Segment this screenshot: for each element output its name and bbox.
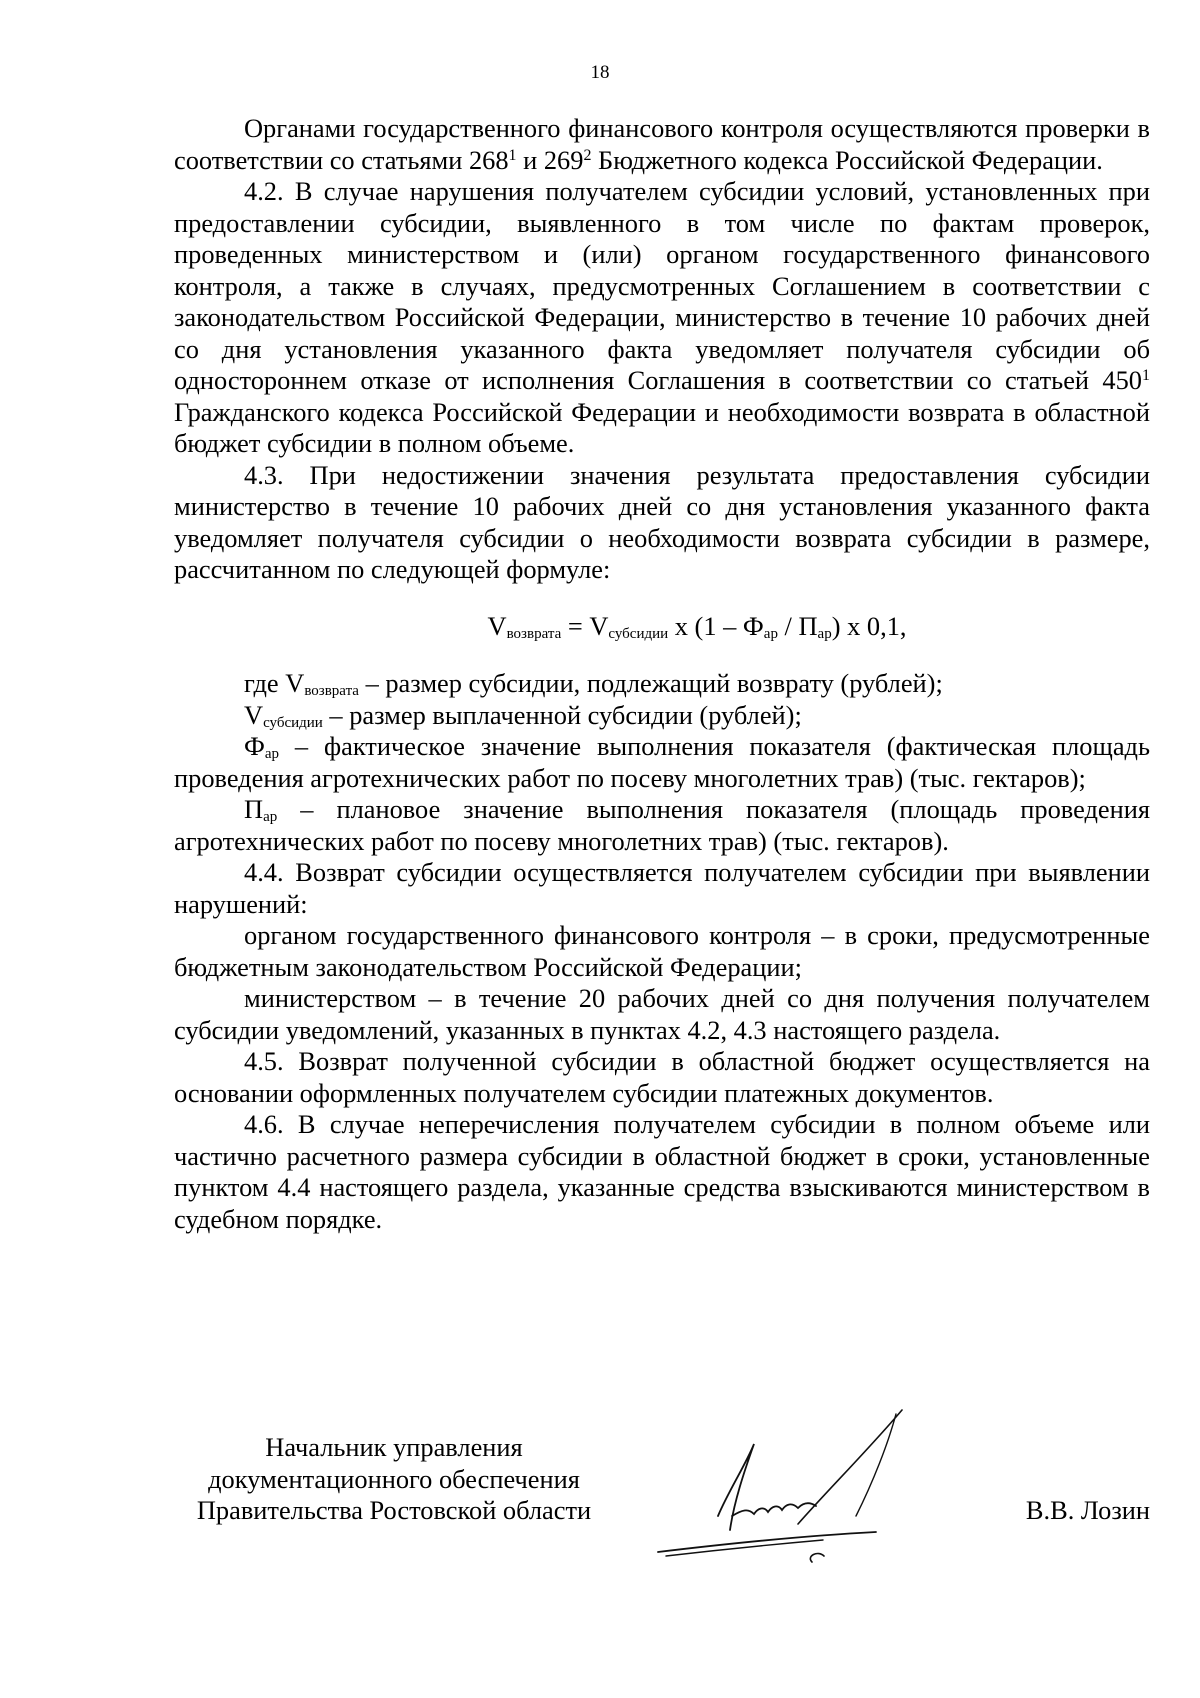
page-number: 18	[590, 62, 610, 83]
paragraph-4-6: 4.6. В случае неперечисления получателем субсидии в полном объеме или частично расчетного размера субсидии в областной бюджет в сроки, установленные пунктом 4.4 настоящего раздела, указанные средства взыскиваются министерством в судебном порядке.	[174, 1109, 1150, 1234]
paragraph-audit: Органами государственного финансового контроля осуществляются проверки в соответствии со статьями $268^1$ и $269^2$ Бюджетного кодекса Российской Федерации.	[174, 113, 1150, 175]
definition-v-subsidy: $V_{субсидии}$ – размер выплаченной субсидии (рублей);	[244, 699, 802, 731]
definition-v-return: где $V_{возврата}$ – размер субсидии, подлежащий возврату (рублей);	[244, 668, 943, 699]
paragraph-4-4-a: органом государственного финансового контроля – в сроки, предусмотренные бюджетным законодательством Российской Федерации;	[174, 920, 1150, 982]
paragraph-4-5: 4.5. Возврат полученной субсидии в областной бюджет осуществляется на основании оформленных получателем субсидии платежных документов.	[174, 1046, 1150, 1108]
definition-f-ar: $Ф_{ар}$ – фактическое значение выполнения показателя (фактическая площадь проведения агротехнических работ по посеву многолетних трав) (тыс. гектаров);	[174, 731, 1150, 793]
signatory-position: Начальник управления документационного обеспечения Правительства Ростовской области	[196, 1432, 592, 1525]
signatory-name: В.В. Лозин	[1025, 1495, 1150, 1525]
document-body	[174, 113, 1150, 1235]
definition-p-ar: $П_{ар}$ – плановое значение выполнения показателя (площадь проведения агротехнических работ по посеву многолетних трав) (тыс. гектаров).	[174, 794, 1150, 856]
return-formula: $V_{возврата} = V_{субсидии}$ x $(1 - Ф_{ар} / П_{ар})$ x 0,1,	[487, 610, 907, 642]
paragraph-4-4: 4.4. Возврат субсидии осуществляется получателем субсидии при выявлении нарушений:	[174, 857, 1150, 919]
handwritten-signature	[648, 1404, 918, 1574]
paragraph-4-3: 4.3. При недостижении значения результата предоставления субсидии министерство в течение 10 рабочих дней со дня установления указанного факта уведомляет получателя субсидии о необходимости возврата субсидии в размере, рассчитанном по следующей формуле:	[174, 459, 1150, 584]
paragraph-4-2: 4.2. В случае нарушения получателем субсидии условий, установленных при предоставлении субсидии, выявленного в том числе по фактам проверок, проведенных министерством и (или) органом государственного финансового контроля, а также в случаях, предусмотренных Соглашением в соответствии с законодательством Российской Федерации, министерство в течение 10 рабочих дней со дня установления указанного факта уведомляет получателя субсидии об одностороннем отказе от исполнения Соглашения в соответствии со статьей $450^1$ Гражданского кодекса Российской Федерации и необходимости возврата в областной бюджет субсидии в полном объеме.	[174, 176, 1150, 458]
paragraph-4-4-b: министерством – в течение 20 рабочих дней со дня получения получателем субсидии уведомлений, указанных в пунктах 4.2, 4.3 настоящего раздела.	[174, 983, 1150, 1045]
